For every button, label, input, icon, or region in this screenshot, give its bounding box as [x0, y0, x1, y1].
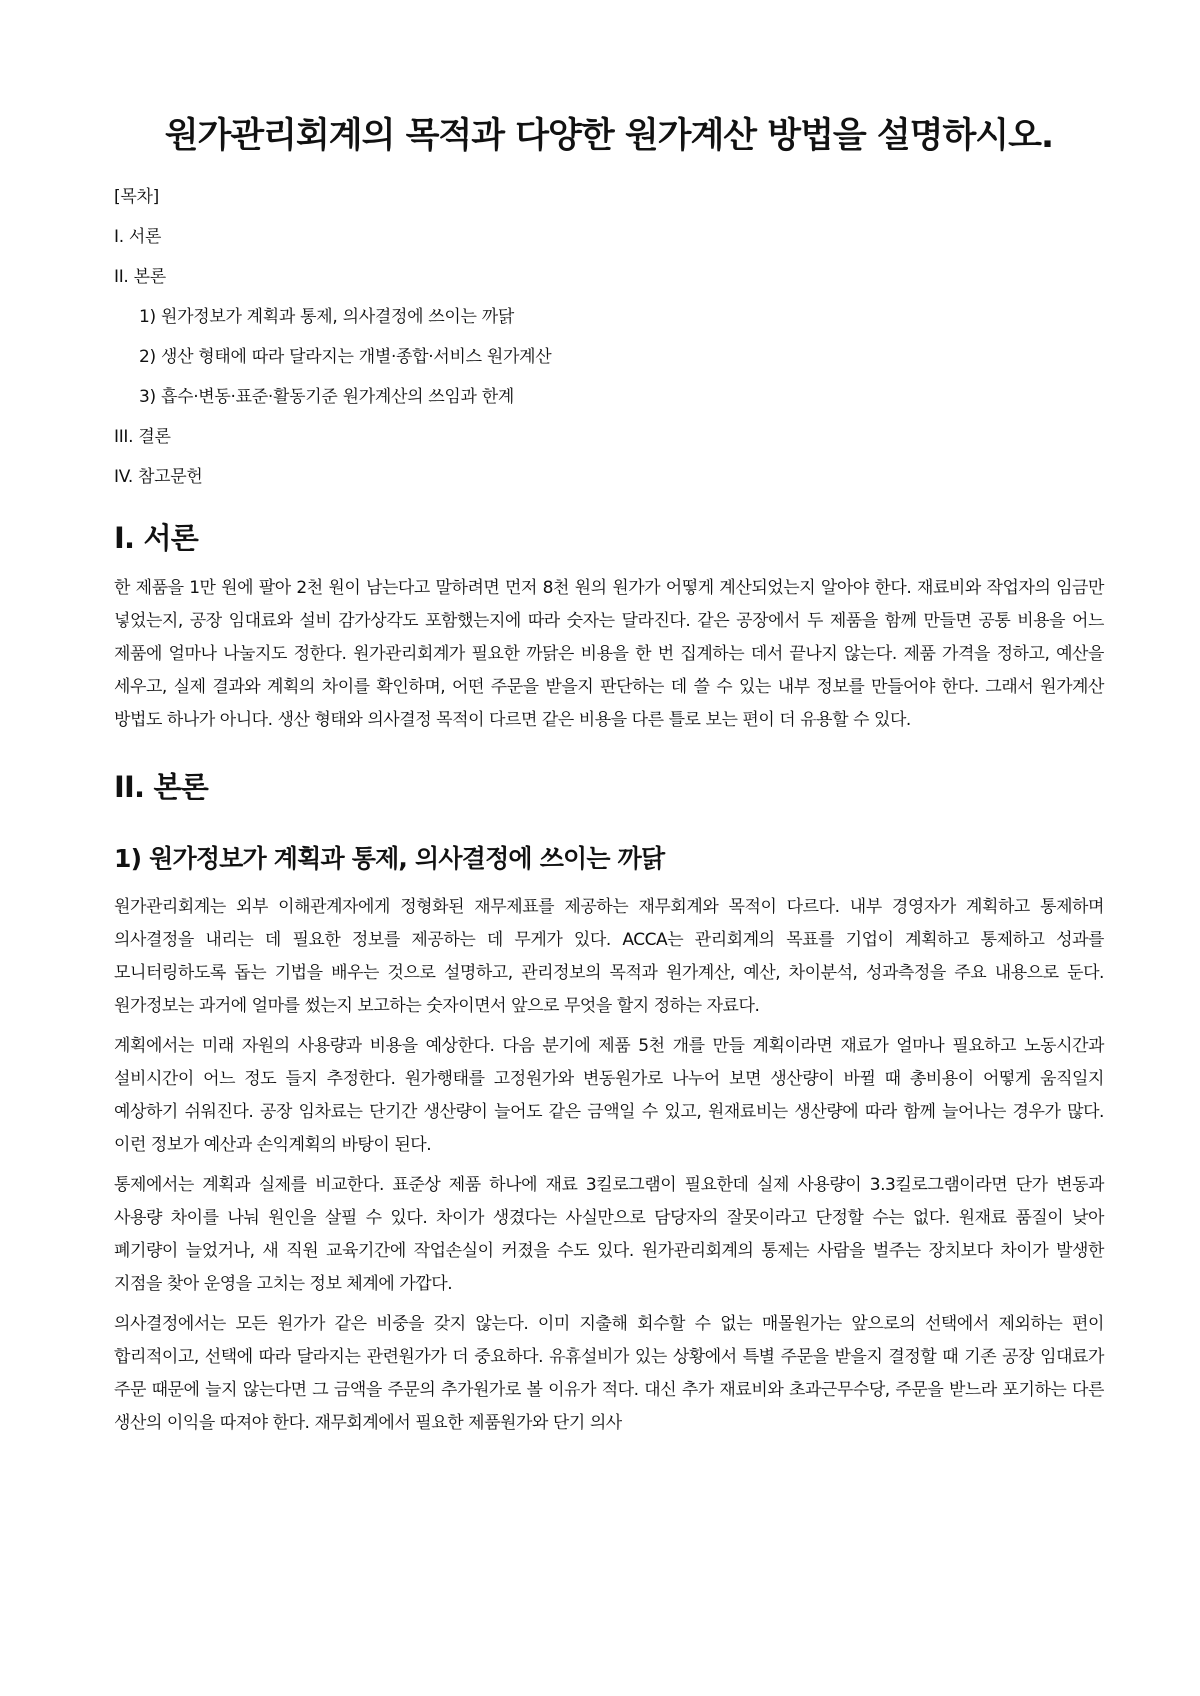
intro-paragraph: 한 제품을 1만 원에 팔아 2천 원이 남는다고 말하려면 먼저 8천 원의 원가가 어떻게 계산되었는지 알아야 한다. 재료비와 작업자의 임금만 넣었는지, 공장 임대료와 설비 감가상각도 포함했는지에 따라 숫자는 달라진다. 같은 공장에서 두 제품을 함께 만들면 공통 비용을 어느 제품에 얼마나 나눌지도 정한다. 원가관리회계가 필요한 까닭은 비용을 한 번 집계하는 데서 끝나지 않는다. 제품 가격을 정하고, 예산을 세우고, 실제 결과와 계획의 차이를 확인하며, 어떤 주문을 받을지 판단하는 데 쓸 수 있는 내부 정보를 만들어야 한다. 그래서 원가계산 방법도 하나가 아니다. 생산 형태와 의사결정 목적이 다르면 같은 비용을 다른 틀로 보는 편이 더 유용할 수 있다. [114, 578, 1104, 730]
table-of-contents [114, 186, 1104, 488]
toc-heading: [목차] [114, 187, 159, 207]
toc-item-conclusion: III. 결론 [114, 427, 171, 447]
body-paragraph: 계획에서는 미래 자원의 사용량과 비용을 예상한다. 다음 분기에 제품 5천 개를 만들 계획이라면 재료가 얼마나 필요하고 노동시간과 설비시간이 어느 정도 들지 추정한다. 원가행태를 고정원가와 변동원가로 나누어 보면 생산량이 바뀔 때 총비용이 어떻게 움직일지 예상하기 쉬워진다. 공장 임차료는 단기간 생산량이 늘어도 같은 금액일 수 있고, 원재료비는 생산량에 따라 함께 늘어나는 경우가 많다. 이런 정보가 예산과 손익계획의 바탕이 된다. [114, 1036, 1104, 1155]
subsection-heading-1: 1) 원가정보가 계획과 통제, 의사결정에 쓰이는 까닭 [114, 844, 665, 873]
body-paragraph: 통제에서는 계획과 실제를 비교한다. 표준상 제품 하나에 재료 3킬로그램이 필요한데 실제 사용량이 3.3킬로그램이라면 단가 변동과 사용량 차이를 나눠 원인을 살필 수 있다. 차이가 생겼다는 사실만으로 담당자의 잘못이라고 단정할 수는 없다. 원재료 품질이 낮아 폐기량이 늘었거나, 새 직원 교육기간에 작업손실이 커졌을 수도 있다. 원가관리회계의 통제는 사람을 벌주는 장치보다 차이가 발생한 지점을 찾아 운영을 고치는 정보 체계에 가깝다. [114, 1175, 1104, 1294]
section-heading-intro: I. 서론 [114, 521, 198, 555]
section-heading-body: II. 본론 [114, 770, 208, 804]
toc-item-body-sub2: 2) 생산 형태에 따라 달라지는 개별·종합·서비스 원가계산 [139, 347, 552, 367]
toc-item-body-sub3: 3) 흡수·변동·표준·활동기준 원가계산의 쓰임과 한계 [139, 387, 515, 407]
body-paragraph: 의사결정에서는 모든 원가가 같은 비중을 갖지 않는다. 이미 지출해 회수할 수 없는 매몰원가는 앞으로의 선택에서 제외하는 편이 합리적이고, 선택에 따라 달라지는 관련원가가 더 중요하다. 유휴설비가 있는 상황에서 특별 주문을 받을지 결정할 때 기존 공장 임대료가 주문 때문에 늘지 않는다면 그 금액을 주문의 추가원가로 볼 이유가 적다. 대신 추가 재료비와 초과근무수당, 주문을 받느라 포기하는 다른 생산의 이익을 따져야 한다. 재무회계에서 필요한 제품원가와 단기 의사 [114, 1314, 1104, 1433]
toc-item-references: IV. 참고문헌 [114, 467, 203, 487]
toc-item-intro: I. 서론 [114, 227, 162, 247]
toc-item-body-sub1: 1) 원가정보가 계획과 통제, 의사결정에 쓰이는 까닭 [139, 307, 515, 327]
body-paragraph: 원가관리회계는 외부 이해관계자에게 정형화된 재무제표를 제공하는 재무회계와 목적이 다르다. 내부 경영자가 계획하고 통제하며 의사결정을 내리는 데 필요한 정보를 제공하는 데 무게가 있다. ACCA는 관리회계의 목표를 기업이 계획하고 통제하고 성과를 모니터링하도록 돕는 기법을 배우는 것으로 설명하고, 관리정보의 목적과 원가계산, 예산, 차이분석, 성과측정을 주요 내용으로 둔다. 원가정보는 과거에 얼마를 썼는지 보고하는 숫자이면서 앞으로 무엇을 할지 정하는 자료다. [114, 897, 1104, 1016]
toc-item-body: II. 본론 [114, 267, 166, 287]
document-title: 원가관리회계의 목적과 다양한 원가계산 방법을 설명하시오. [164, 116, 1054, 156]
